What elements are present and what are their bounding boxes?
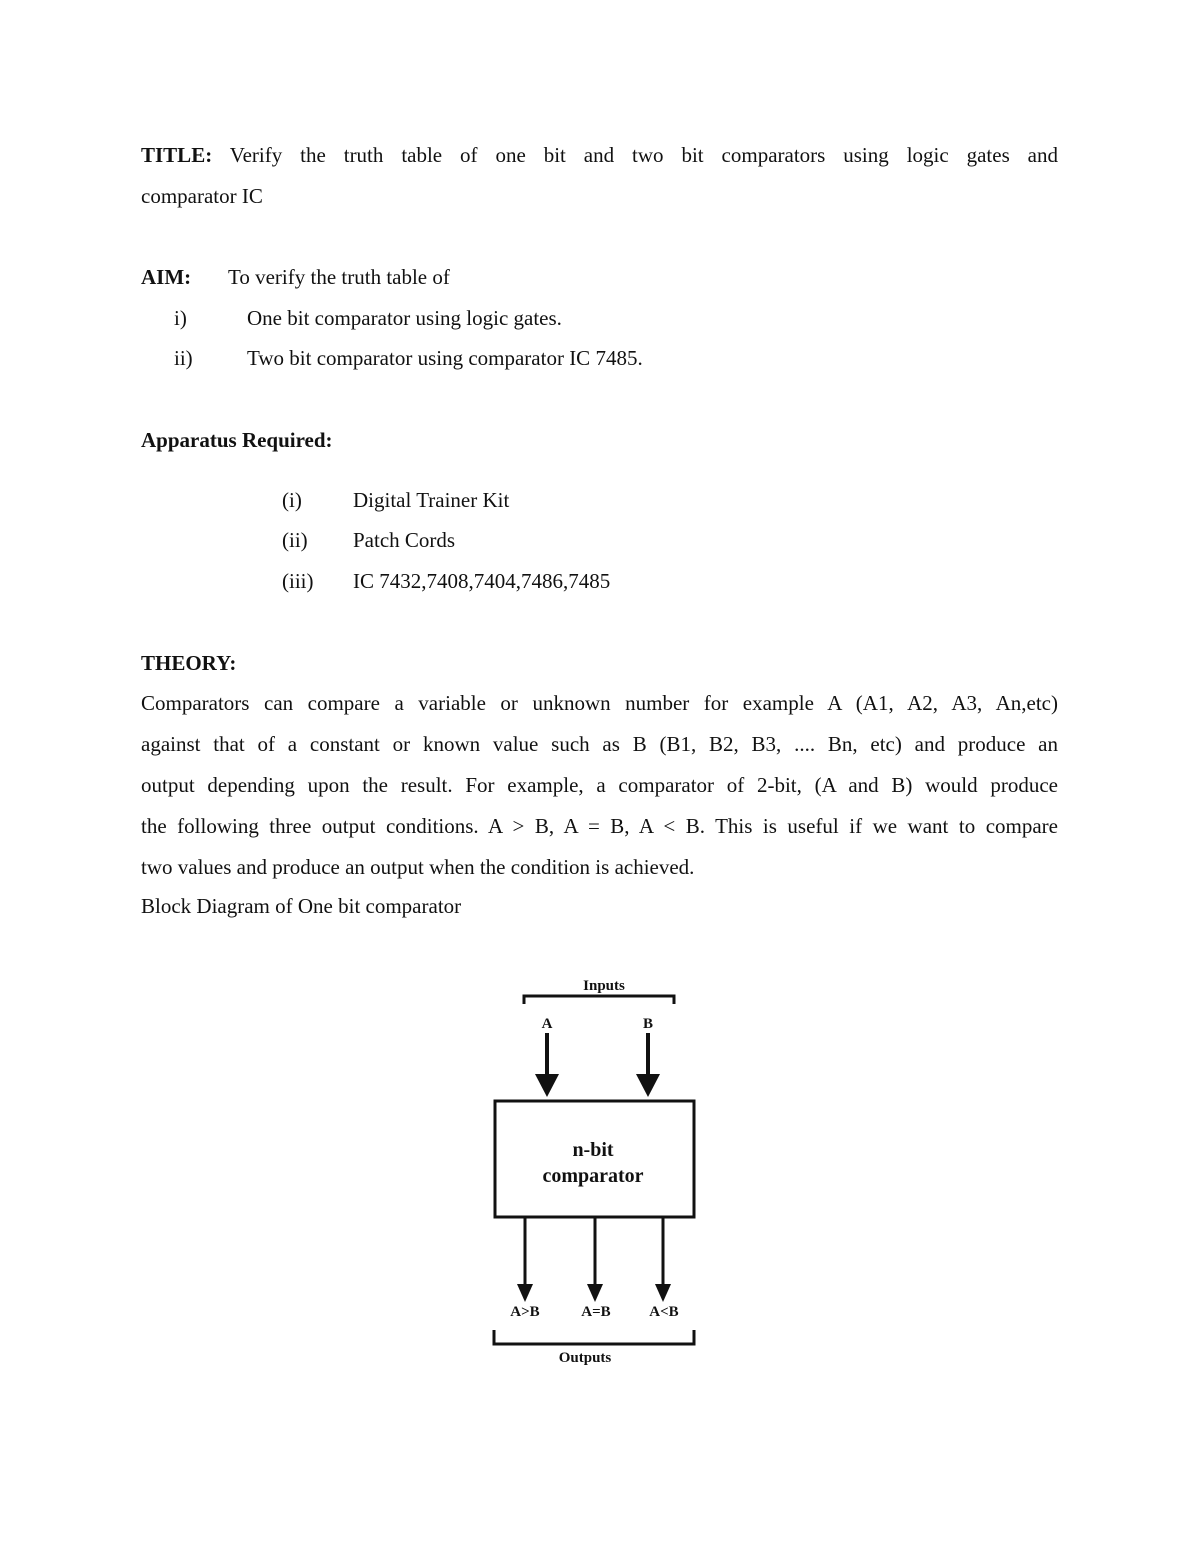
theory-line: Comparators can compare a variable or unknown number for example A (A1, A2, A3, An,etc) — [141, 691, 1058, 715]
output-gt-arrow — [517, 1217, 533, 1302]
title-line-2: comparator IC — [141, 184, 263, 208]
title-section — [141, 135, 1058, 217]
apparatus-item-number: (ii) — [282, 528, 308, 552]
outputs-bracket — [494, 1330, 694, 1344]
block-label-line2: comparator — [542, 1165, 644, 1187]
theory-line: against that of a constant or known value such as B (B1, B2, B3, .... Bn, etc) and produce an — [141, 732, 1058, 756]
inputs-label: Inputs — [583, 978, 625, 994]
aim-item: Two bit comparator using comparator IC 7485. — [247, 346, 643, 370]
diagram-caption: Block Diagram of One bit comparator — [141, 894, 462, 918]
output-eq-label: A=B — [581, 1304, 611, 1320]
theory-line: two values and produce an output when the condition is achieved. — [141, 855, 695, 879]
comparator-block-diagram — [470, 970, 730, 1380]
title-label: TITLE: — [141, 143, 213, 167]
input-a-label: A — [541, 1016, 553, 1032]
output-lt-arrow — [655, 1217, 671, 1302]
theory-heading: THEORY: — [141, 651, 237, 675]
input-a-arrow — [535, 1033, 559, 1097]
output-eq-arrow — [587, 1217, 603, 1302]
title-text-1: Verify the truth table of one bit and two bit comparators using logic gates and — [229, 143, 1058, 167]
apparatus-item-number: (i) — [282, 488, 302, 512]
apparatus-heading: Apparatus Required: — [141, 428, 333, 452]
aim-item-number: ii) — [174, 346, 193, 370]
aim-item: One bit comparator using logic gates. — [247, 306, 562, 330]
apparatus-item: IC 7432,7408,7404,7486,7485 — [353, 569, 611, 593]
output-lt-label: A<B — [649, 1304, 679, 1320]
aim-label: AIM: — [141, 265, 192, 289]
input-b-label: B — [642, 1016, 654, 1032]
outputs-label: Outputs — [558, 1350, 612, 1366]
theory-line: output depending upon the result. For example, a comparator of 2-bit, (A and B) would produce — [141, 773, 1058, 797]
apparatus-item: Patch Cords — [353, 528, 456, 552]
input-b-arrow — [636, 1033, 660, 1097]
apparatus-item: Digital Trainer Kit — [353, 488, 510, 512]
theory-line: the following three output conditions. A > B, A = B, A < B. This is useful if we want to compare — [141, 814, 1058, 838]
aim-item-number: i) — [174, 306, 187, 330]
aim-intro: To verify the truth table of — [228, 265, 450, 289]
block-label-line1: n-bit — [572, 1139, 614, 1161]
theory-paragraph — [141, 683, 1058, 888]
inputs-bracket — [524, 996, 674, 1004]
title-line-1 — [141, 135, 1058, 176]
output-gt-label: A>B — [510, 1304, 540, 1320]
apparatus-item-number: (iii) — [282, 569, 314, 593]
